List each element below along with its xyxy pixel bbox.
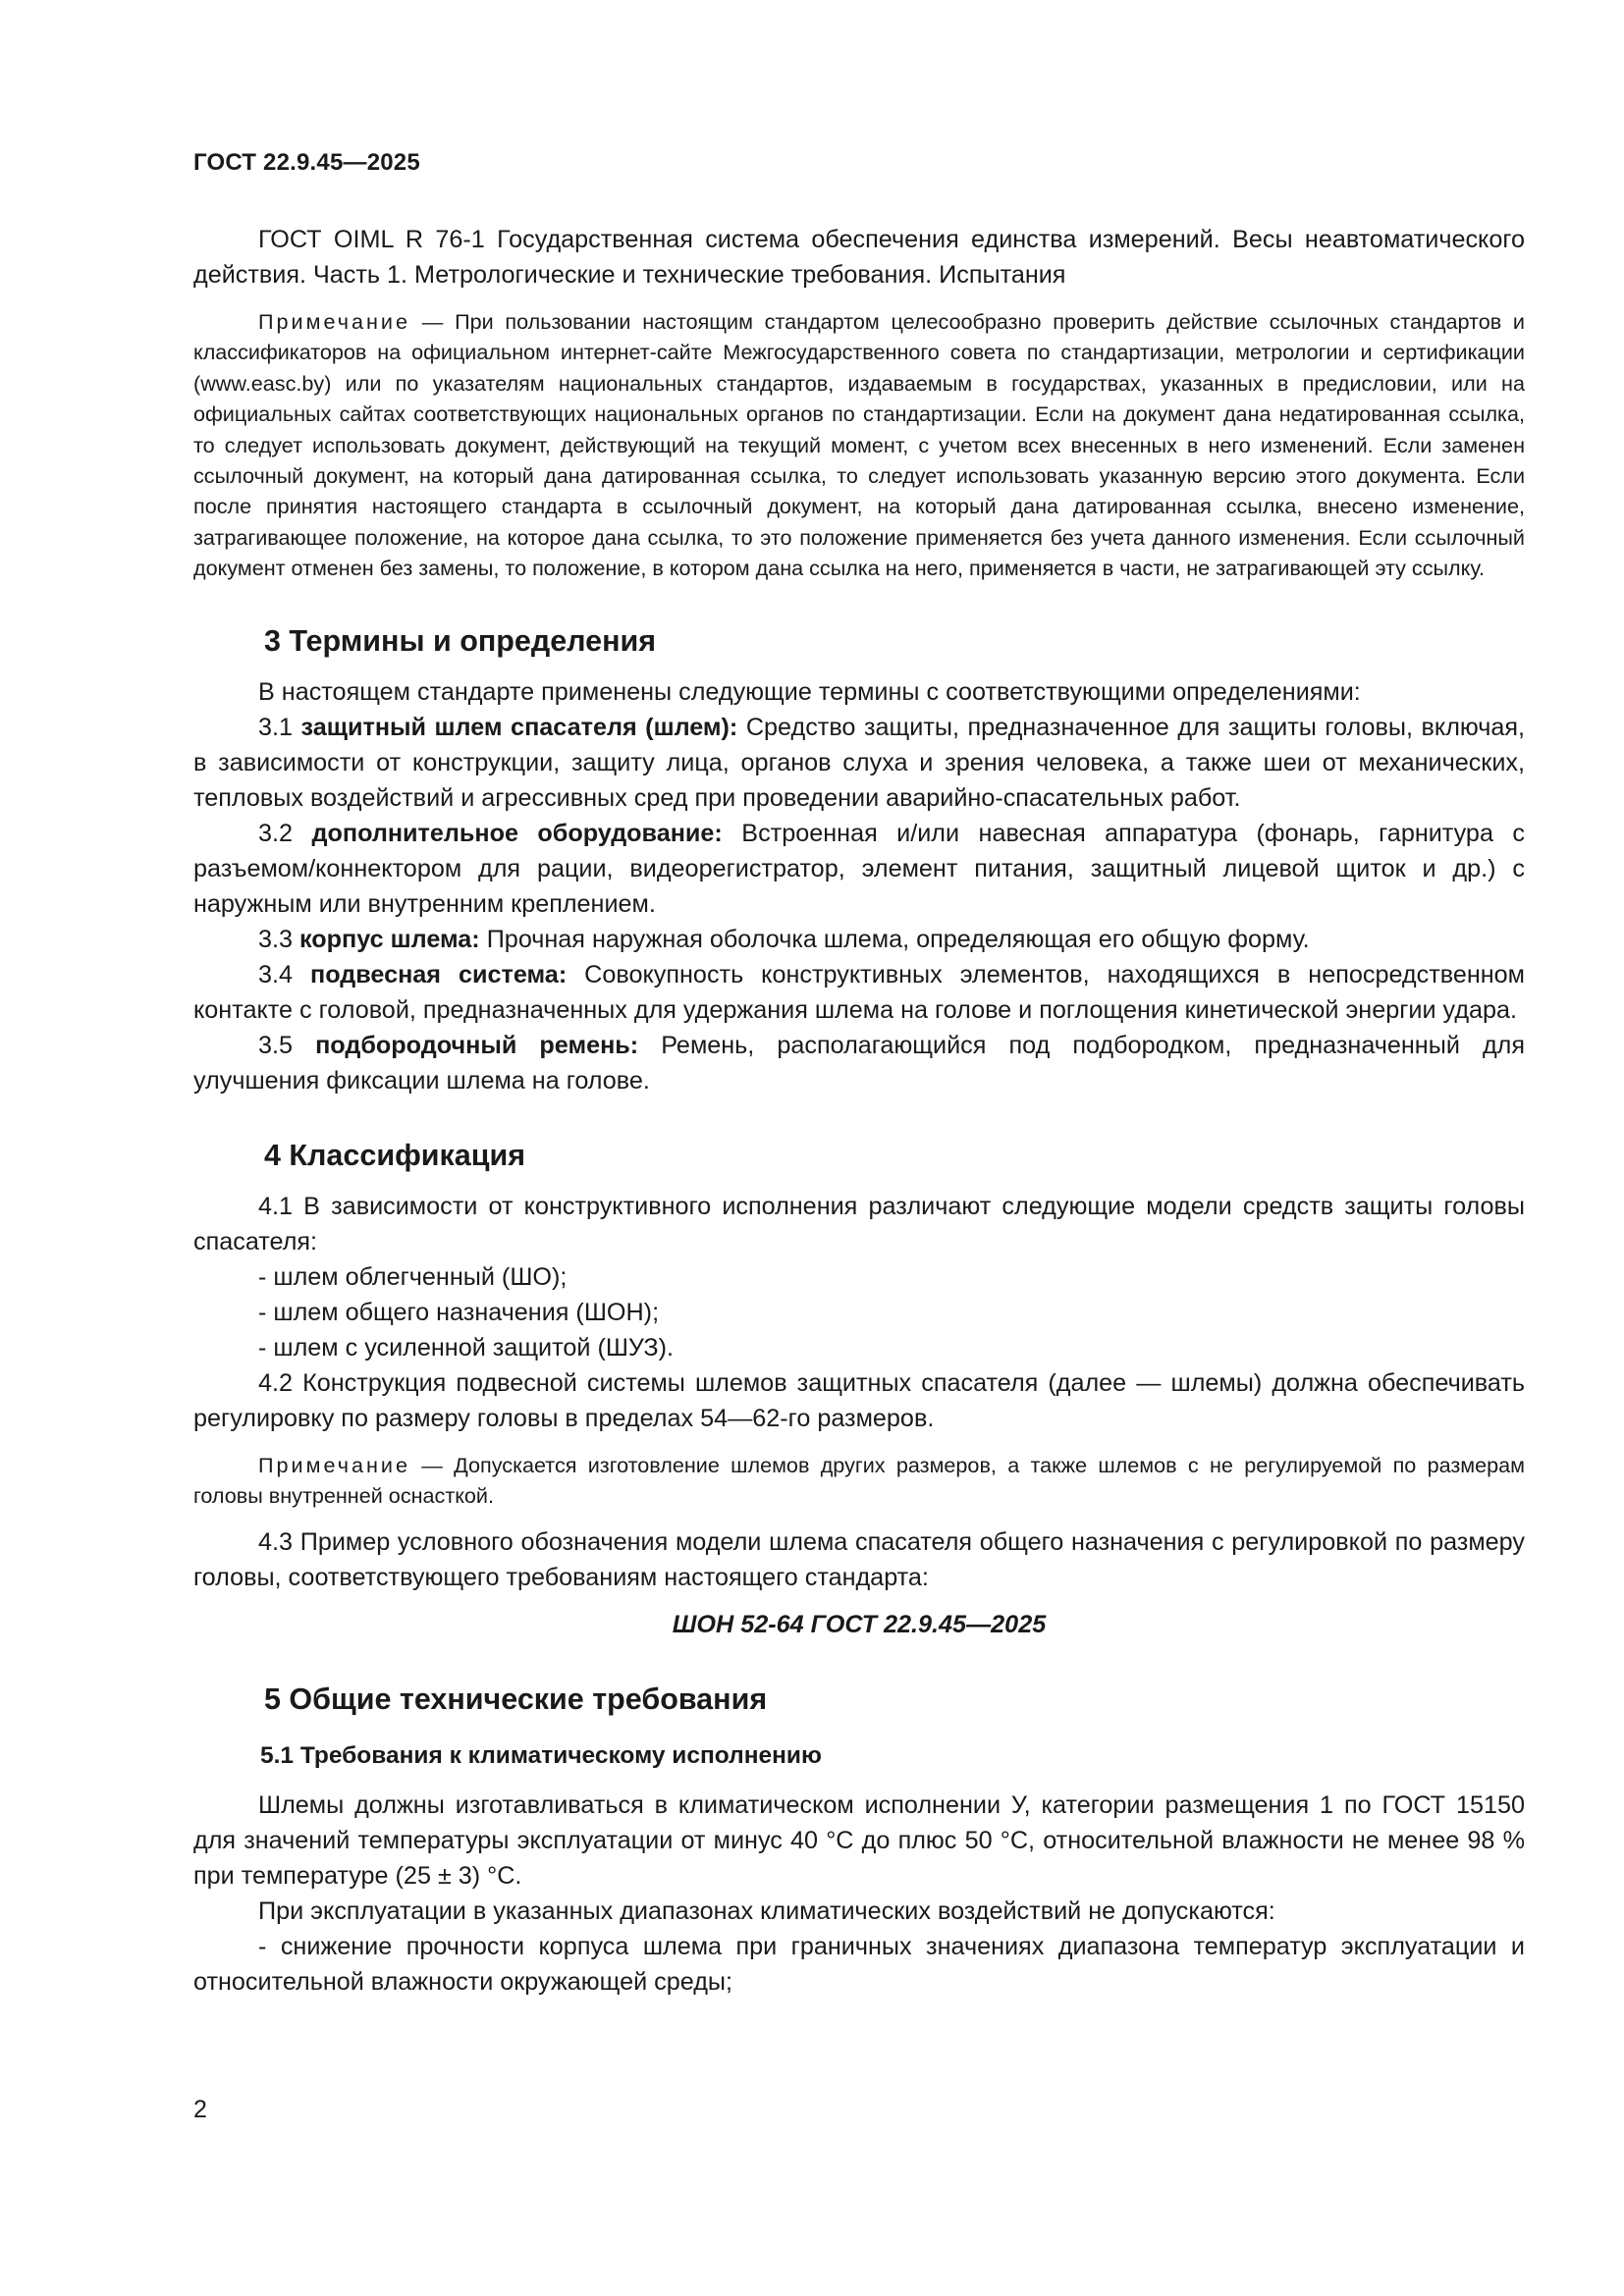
page-number: 2 bbox=[193, 2096, 207, 2123]
list-item: - шлем облегченный (ШО); bbox=[258, 1262, 568, 1291]
term-definition: Прочная наружная оболочка шлема, определяющая его общую форму. bbox=[479, 925, 1310, 953]
term-number: 3.4 bbox=[258, 960, 310, 988]
page-content bbox=[193, 222, 1525, 2000]
section-3-title: 3 Термины и определения bbox=[264, 623, 657, 658]
term-definition: Встроенная и/или навесная аппаратура (фонарь, гарнитура с разъемом/коннектором для рации, видеорегистратор, элемент питания, защитный лицевой щиток и др.) с наружным или внутренним креплением. bbox=[193, 819, 1526, 918]
designation-example: ШОН 52-64 ГОСТ 22.9.45—2025 bbox=[672, 1611, 1047, 1639]
term-name: защитный шлем спасателя (шлем): bbox=[300, 713, 738, 741]
section-4-title: 4 Классификация bbox=[264, 1138, 526, 1172]
term-3-5 bbox=[193, 1028, 1525, 1098]
subsection-5-1-title: 5.1 Требования к климатическому исполнению bbox=[260, 1742, 822, 1770]
section-3-intro: В настоящем стандарте применены следующие термины с соответствующими определениями: bbox=[258, 677, 1361, 706]
term-number: 3.2 bbox=[258, 819, 312, 847]
note-label: Примечание bbox=[258, 1452, 410, 1477]
note-text: — При пользовании настоящим стандартом целесообразно проверить действие ссылочных стандартов и классификаторов на официальном интернет-сайте Межгосударственного совета по стандартизации, метрологии и сертификации (www.easc.by) или по указателям национальных стандартов, издаваемым в государствах, указанных в предисловии, или на официальных сайтах соответствующих национальных органов по стандартизации. Если на документ дана недатированная ссылка, то следует использовать документ, действующий на текущий момент, с учетом всех внесенных в него изменений. Если заменен ссылочный документ, на который дана датированная ссылка, то следует использовать указанную версию этого документа. Если после принятия настоящего стандарта в ссылочный документ, на который дана датированная ссылка, внесено изменение, затрагивающее положение, на которое дана ссылка, то это положение применяется без учета данного изменения. Если ссылочный документ отменен без замены, то положение, в котором дана ссылка на него, применяется в части, не затрагивающей эту ссылку. bbox=[193, 309, 1525, 581]
term-3-2 bbox=[193, 816, 1525, 922]
note-sizes bbox=[193, 1450, 1525, 1512]
section-5-title: 5 Общие технические требования bbox=[264, 1682, 768, 1717]
clause-5-1-intro: При эксплуатации в указанных диапазонах климатических воздействий не допускаются: bbox=[258, 1897, 1275, 1926]
clause-5-1-text: Шлемы должны изготавливаться в климатическом исполнении У, категории размещения 1 по ГОСТ 15150 для значений температуры эксплуатации от минус 40 °С до плюс 50 °С, относительной влажности не менее 98 % при температуре (25 ± 3) °С. bbox=[193, 1791, 1525, 1891]
term-number: 3.5 bbox=[258, 1031, 316, 1059]
term-3-1 bbox=[193, 710, 1525, 816]
list-item: - снижение прочности корпуса шлема при граничных значениях диапазона температур эксплуатации и относительной влажности окружающей среды; bbox=[193, 1933, 1525, 1997]
term-name: корпус шлема: bbox=[299, 925, 480, 953]
term-name: дополнительное оборудование: bbox=[311, 819, 723, 847]
term-definition: Совокупность конструктивных элементов, находящихся в непосредственном контакте с головой, предназначенных для удержания шлема на голове и поглощения кинетической энергии удара. bbox=[193, 960, 1525, 1024]
note-references bbox=[193, 306, 1525, 584]
list-item: - шлем с усиленной защитой (ШУЗ). bbox=[258, 1333, 674, 1362]
note-text: — Допускается изготовление шлемов других размеров, а также шлемов с не регулируемой по размерам головы внутренней оснасткой. bbox=[193, 1452, 1525, 1509]
term-definition: Ремень, располагающийся под подбородком, предназначенный для улучшения фиксации шлема на голове. bbox=[193, 1031, 1525, 1095]
term-number: 3.3 bbox=[258, 925, 300, 953]
clause-4-2: 4.2 Конструкция подвесной системы шлемов защитных спасателя (далее — шлемы) должна обеспечивать регулировку по размеру головы в пределах 54—62-го размеров. bbox=[193, 1368, 1525, 1432]
term-number: 3.1 bbox=[258, 713, 301, 741]
note-label: Примечание bbox=[258, 309, 410, 334]
term-definition: Средство защиты, предназначенное для защиты головы, включая, в зависимости от конструкции, защиту лица, органов слуха и зрения человека, а также шеи от механических, тепловых воздействий и агрессивных сред при проведении аварийно-спасательных работ. bbox=[193, 713, 1525, 812]
term-name: подвесная система: bbox=[310, 960, 568, 988]
clause-4-1: 4.1 В зависимости от конструктивного исполнения различают следующие модели средств защиты головы спасателя: bbox=[193, 1192, 1525, 1255]
list-item: - шлем общего назначения (ШОН); bbox=[258, 1298, 660, 1326]
reference-oiml: ГОСТ OIML R 76-1 Государственная система обеспечения единства измерений. Весы неавтоматического действия. Часть 1. Метрологические и технические требования. Испытания bbox=[193, 226, 1525, 289]
term-3-4 bbox=[193, 957, 1525, 1028]
term-name: подбородочный ремень: bbox=[315, 1031, 639, 1059]
term-3-3 bbox=[193, 922, 1525, 957]
document-header: ГОСТ 22.9.45—2025 bbox=[193, 149, 420, 176]
clause-4-3: 4.3 Пример условного обозначения модели шлема спасателя общего назначения с регулировкой по размеру головы, соответствующего требованиям настоящего стандарта: bbox=[193, 1528, 1525, 1592]
